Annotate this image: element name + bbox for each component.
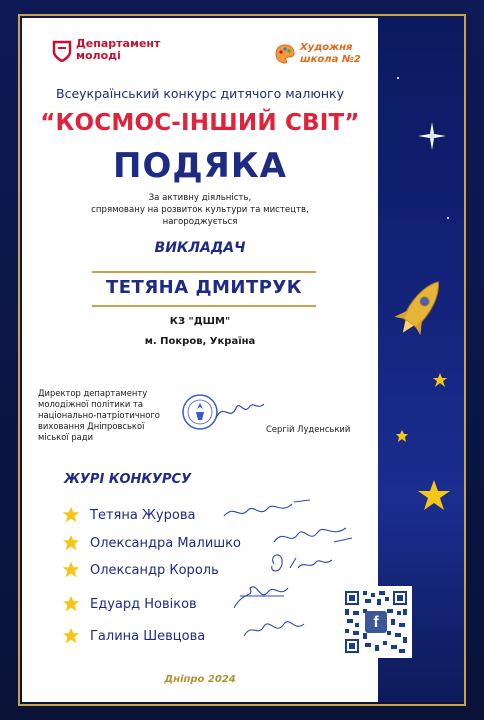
department-logo	[52, 38, 160, 62]
seal-icon	[180, 392, 266, 432]
qr-code[interactable]	[340, 586, 412, 658]
signature-2	[274, 528, 352, 542]
jury-member-name: Олександра Малишко	[90, 535, 241, 551]
department-logo-text	[76, 38, 160, 62]
signature-3	[272, 555, 332, 571]
recipient-name: ТЕТЯНА ДМИТРУК	[105, 277, 303, 298]
art-school-logo-line2: школа №2	[300, 54, 361, 65]
contest-name: “КОСМОС-ІНШИЙ СВІТ”	[40, 110, 360, 136]
jury-member	[62, 627, 205, 645]
footer-place-date: Дніпро 2024	[164, 674, 236, 685]
director-line1: Директор департаменту	[38, 388, 148, 398]
award-reason-line2: спрямовану на розвиток культури та мистецтв,	[91, 205, 309, 215]
department-logo-line2: молоді	[76, 49, 121, 62]
star-icon	[62, 506, 80, 524]
director-title	[38, 388, 178, 443]
director-line5: міської ради	[38, 432, 94, 442]
director-line3: національно-патріотичного	[38, 410, 160, 420]
award-reason	[22, 192, 378, 228]
star-icon	[62, 561, 80, 579]
art-school-logo-line1: Художня	[300, 42, 353, 53]
director-line4: виховання Дніпровської	[38, 421, 145, 431]
signature-1	[224, 500, 310, 516]
star-icon	[62, 627, 80, 645]
director-line2: молодіжної політики та	[38, 399, 143, 409]
award-reason-line1: За активну діяльність,	[148, 193, 252, 203]
recipient-school: КЗ "ДШМ"	[169, 316, 231, 327]
jury-member-name: Едуард Новіков	[90, 596, 197, 612]
jury-member	[62, 506, 195, 524]
art-school-logo	[274, 42, 361, 66]
star-icon	[62, 534, 80, 552]
recipient-city: м. Покров, Україна	[144, 336, 256, 347]
director-name: Сергій Луденський	[266, 424, 351, 434]
facebook-icon: f	[365, 611, 387, 633]
department-logo-icon	[52, 38, 72, 62]
jury-member	[62, 595, 197, 613]
department-logo-line1: Департамент	[76, 37, 161, 50]
star-icon	[62, 595, 80, 613]
recipient-role: ВИКЛАДАЧ	[154, 240, 246, 256]
palette-icon	[274, 43, 296, 65]
art-school-logo-text	[300, 42, 361, 66]
jury-member-name: Галина Шевцова	[90, 628, 206, 644]
jury-member-name: Тетяна Журова	[90, 507, 196, 523]
award-reason-line3: нагороджується	[162, 217, 238, 227]
signature-5	[244, 622, 304, 636]
contest-subtitle: Всеукраїнський конкурс дитячого малюнку	[56, 86, 344, 101]
jury-member-name: Олександр Король	[90, 562, 219, 578]
jury-title: ЖУРІ КОНКУРСУ	[64, 472, 192, 487]
certificate-title: ПОДЯКА	[113, 146, 287, 186]
jury-member	[62, 561, 219, 579]
signature-4	[234, 587, 288, 608]
